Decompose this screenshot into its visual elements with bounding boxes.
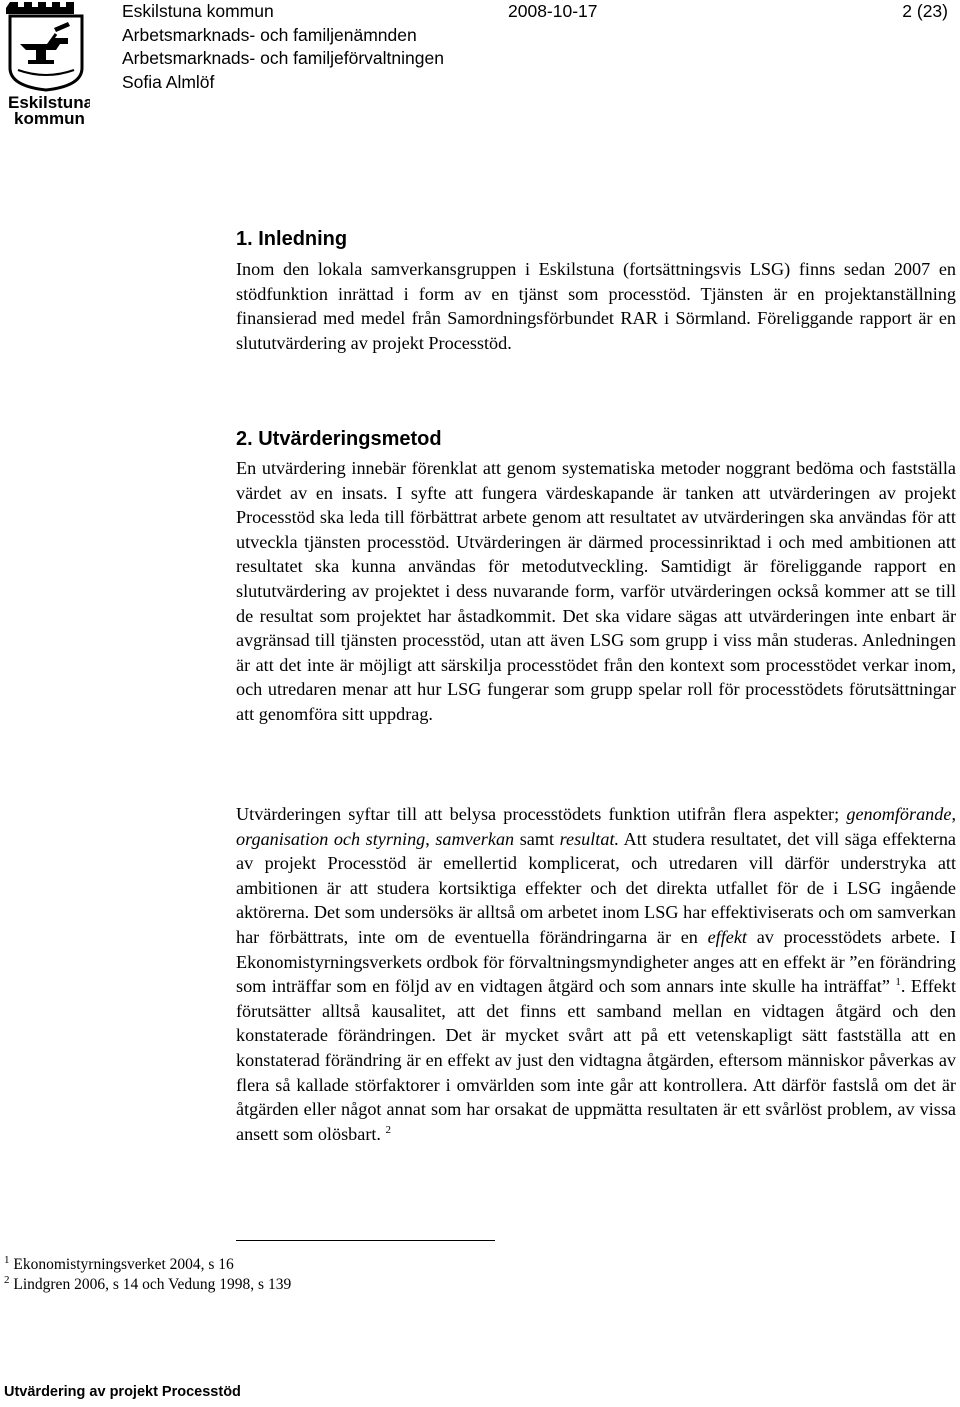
logo-text-1: Eskilstuna [8, 93, 90, 112]
footnote-1 [4, 1255, 234, 1275]
footnote-divider [236, 1240, 495, 1241]
document-footer: Utvärdering av projekt Processtöd [4, 1384, 241, 1400]
administration-name: Arbetsmarknads- och familjeförvaltningen [122, 48, 444, 68]
para2-text-e: Att studera resultatet, det vill säga effekterna av projekt Processtöd är emellertid komplicerat, och utredaren vill därför understryka att ambitionen är att studera kortsiktiga effekter och det direkta utfallet för de i LSG ingående aktörerna. Det som undersöks är alltså om arbetet inom LSG har effektiviserats och om samverkan har förbättrats, inte om de eventuella förändringarna är en [236, 828, 957, 947]
footnote-ref-2[interactable]: 2 [385, 1123, 392, 1136]
para2-italic-2: organisation och styrning [236, 828, 426, 849]
committee-name: Arbetsmarknads- och familjenämnden [122, 24, 417, 45]
footnote-1-text: Ekonomistyrningsverket 2004, s 16 [13, 1256, 234, 1273]
para2-text-g: . Effekt förutsätter alltså kausalitet, att det finns ett samband mellan en vidtagen åtgärd och den konstaterade förändringen. Det är mycket svårt att på ett vetenskapligt sätt fastställa att en konstaterad förändring är en effekt av just den vidtagna åtgärden, eftersom människor påverkas av flera så kallade störfaktorer i omvärlden som inte går att kontrollera. Att därför fastslå om det är åtgärden eller något annat som har orsakat de uppmätta resultaten är ett svårlöst problem, av vissa ansett som olösbart. [236, 976, 956, 1144]
para2-text-a: Utvärderingen syftar till att belysa processtödets funktion utifrån flera aspekter; [236, 804, 840, 824]
para2-italic-4: resultat. [559, 828, 620, 849]
section-1-heading: 1. Inledning [236, 228, 348, 250]
para2-text-f: av processtödets arbete. I Ekonomistyrningsverkets ordbok för förvaltningsmyndigheter anges att en effekt är ”en förändring som inträffar som en följd av en vidtagen åtgärd och som annars inte skulle ha inträffat” [236, 926, 956, 997]
footnote-2-number: 2 [4, 1273, 10, 1286]
section-2-heading: 2. Utvärderingsmetod [236, 428, 442, 450]
municipality-logo [6, 0, 90, 126]
footnote-2-text: Lindgren 2006, s 14 och Vedung 1998, s 139 [13, 1276, 292, 1293]
section-2-paragraph-2 [236, 802, 956, 1146]
para2-text-d: samt [519, 828, 555, 849]
para2-italic-1: genomförande [846, 804, 952, 824]
para2-text-c: , [425, 828, 430, 849]
footnote-2 [4, 1275, 291, 1295]
document-date: 2008-10-17 [508, 1, 598, 21]
para2-italic-5: effekt [707, 926, 747, 947]
footnote-1-number: 1 [4, 1253, 10, 1266]
organization-name: Eskilstuna kommun [122, 1, 274, 21]
author-name: Sofia Almlöf [122, 71, 215, 92]
page-number: 2 (23) [902, 1, 948, 21]
section-2-paragraph-1: En utvärdering innebär förenklat att genom systematiska metoder noggrant bedöma och fastställa värdet av en insats. I syfte att fungera värdeskapande är tanken att utvärderingen av projekt Processtöd ska leda till förbättrat arbete genom att resultatet av utvärderingen ska användas för att utveckla tjänsten processtöd. Utvärderingen är därmed processinriktad i och med ambitionen att resultatet ska kunna användas för metodutveckling. Samtidigt är föreliggande rapport en slututvärdering av projektet i dess nuvarande form, varför utvärderingen också kommer att se till de resultat som projektet har åstadkommit. Det ska vidare sägas att utvärderingen inte enbart är avgränsad till tjänsten processtöd, utan att även LSG som grupp i viss mån studeras. Anledningen är att det inte är möjligt att särskilja processtödet från den kontext som processtödet verkar inom, och utredaren menar att hur LSG fungerar som grupp spelar roll för processtödets förutsättningar att genomföra sitt uppdrag. [236, 458, 956, 724]
section-1-paragraph: Inom den lokala samverkansgruppen i Eskilstuna (fortsättningsvis LSG) finns sedan 2007 en stödfunktion inrättad i form av en tjänst som processtöd. Tjänsten är en projektanställning finansierad med medel från Samordningsförbundet RAR i Sörmland. Föreliggande rapport är en slututvärdering av projekt Processtöd. [236, 259, 956, 353]
document-header [122, 0, 958, 94]
logo-text-2: kommun [14, 109, 85, 126]
para2-italic-3: samverkan [435, 828, 515, 849]
footnote-ref-1[interactable]: 1 [895, 976, 901, 989]
para2-text-b: , [951, 804, 956, 824]
coat-of-arms-icon [6, 0, 90, 126]
